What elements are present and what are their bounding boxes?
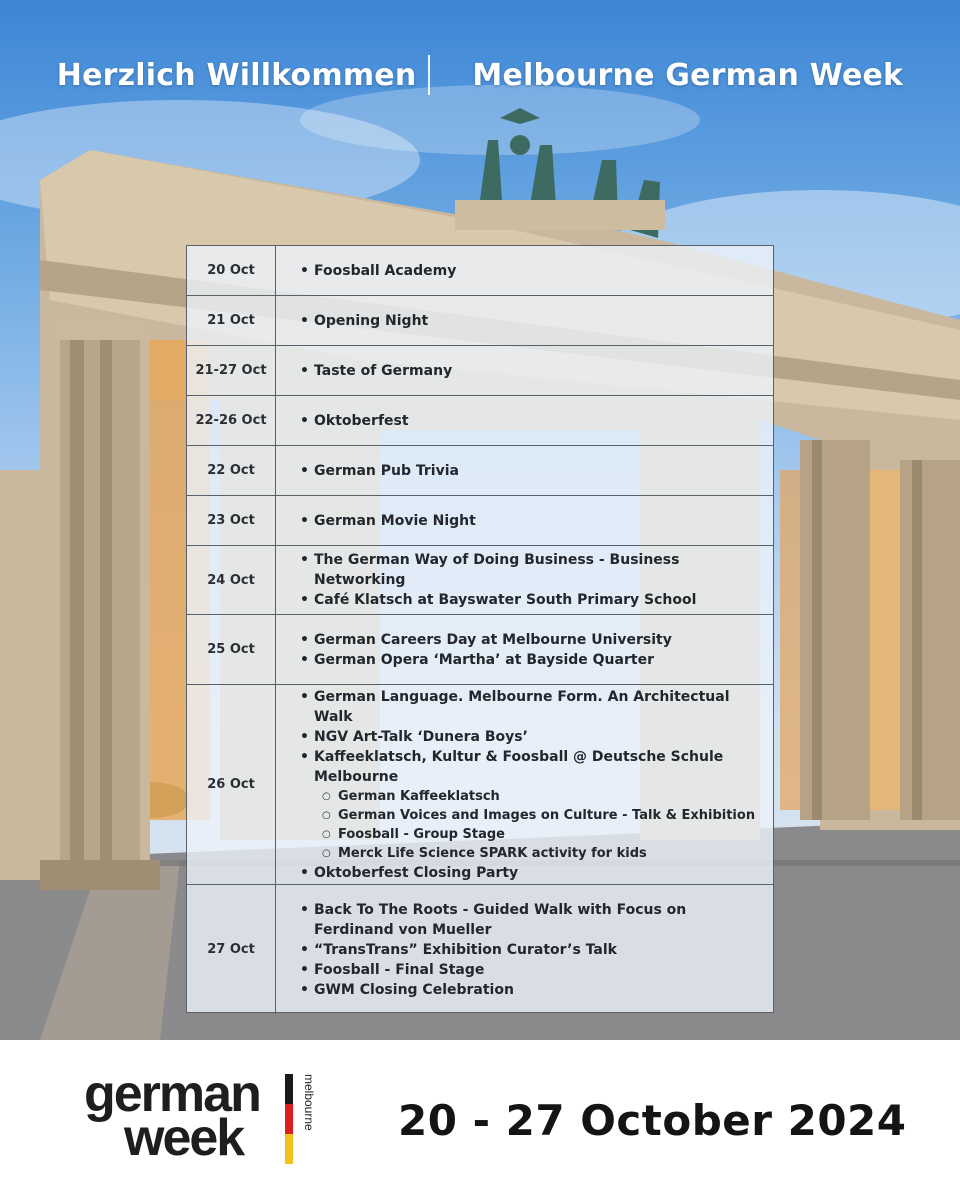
- event-item: • Oktoberfest: [300, 411, 763, 431]
- event-item: • Opening Night: [300, 311, 763, 331]
- schedule-date: 22-26 Oct: [187, 396, 276, 445]
- event-item: • German Pub Trivia: [300, 461, 763, 481]
- event-item: • Café Klatsch at Bayswater South Primary School: [300, 590, 763, 610]
- schedule-events: [276, 685, 773, 884]
- schedule-events: [276, 396, 773, 445]
- schedule-row: [187, 546, 773, 615]
- event-item: • Foosball Academy: [300, 261, 763, 281]
- schedule-row: [187, 296, 773, 346]
- sub-event-item: ○ German Voices and Images on Culture - Talk & Exhibition: [300, 806, 763, 825]
- welcome-text: Herzlich Willkommen: [56, 57, 417, 93]
- schedule-date: 25 Oct: [187, 615, 276, 684]
- schedule-date: 26 Oct: [187, 685, 276, 884]
- event-item: • “TransTrans” Exhibition Curator’s Talk: [300, 940, 763, 960]
- schedule-date: 20 Oct: [187, 246, 276, 295]
- schedule-date: 21-27 Oct: [187, 346, 276, 395]
- schedule-row: [187, 396, 773, 446]
- event-item: • Kaffeeklatsch, Kultur & Foosball @ Deutsche Schule Melbourne: [300, 747, 763, 787]
- event-item: • The German Way of Doing Business - Business Networking: [300, 550, 763, 590]
- sub-event-item: ○ German Kaffeeklatsch: [300, 787, 763, 806]
- event-item: • German Language. Melbourne Form. An Architectual Walk: [300, 687, 763, 727]
- schedule-events: [276, 615, 773, 684]
- german-flag-icon: [285, 1074, 293, 1164]
- schedule-events: [276, 296, 773, 345]
- schedule-date: 21 Oct: [187, 296, 276, 345]
- event-item: • Taste of Germany: [300, 361, 763, 381]
- sub-event-item: ○ Merck Life Science SPARK activity for kids: [300, 844, 763, 863]
- event-item: • GWM Closing Celebration: [300, 980, 763, 1000]
- schedule-row: [187, 496, 773, 546]
- date-range: 20 - 27 October 2024: [398, 1096, 907, 1145]
- logo-german-text: german: [84, 1065, 260, 1123]
- german-week-logo: [84, 1065, 320, 1178]
- schedule-table: [186, 245, 774, 1013]
- schedule-date: 27 Oct: [187, 885, 276, 1014]
- schedule-row: [187, 246, 773, 296]
- event-item: • NGV Art-Talk ‘Dunera Boys’: [300, 727, 763, 747]
- schedule-events: [276, 446, 773, 495]
- event-item: • Oktoberfest Closing Party: [300, 863, 763, 883]
- flag-stripe-red: [285, 1104, 293, 1134]
- schedule-date: 24 Oct: [187, 546, 276, 614]
- footer: [0, 1040, 960, 1200]
- schedule-events: [276, 496, 773, 545]
- event-item: • German Careers Day at Melbourne University: [300, 630, 763, 650]
- event-item: • German Opera ‘Martha’ at Bayside Quarter: [300, 650, 763, 670]
- schedule-events: [276, 546, 773, 614]
- schedule-date: 22 Oct: [187, 446, 276, 495]
- title-divider: [428, 55, 430, 95]
- event-name: Melbourne German Week: [472, 57, 904, 93]
- schedule-row: [187, 885, 773, 1014]
- schedule-events: [276, 885, 773, 1014]
- flag-stripe-black: [285, 1074, 293, 1104]
- event-item: • German Movie Night: [300, 511, 763, 531]
- schedule-row: [187, 615, 773, 685]
- schedule-row: [187, 346, 773, 396]
- logo-city-text: melbourne: [302, 1074, 316, 1131]
- schedule-date: 23 Oct: [187, 496, 276, 545]
- event-item: • Foosball - Final Stage: [300, 960, 763, 980]
- logo-week-text: week: [124, 1109, 244, 1167]
- page-title: [0, 52, 960, 98]
- event-item: • Back To The Roots - Guided Walk with Focus on Ferdinand von Mueller: [300, 900, 763, 940]
- sub-event-item: ○ Foosball - Group Stage: [300, 825, 763, 844]
- schedule-events: [276, 346, 773, 395]
- schedule-events: [276, 246, 773, 295]
- schedule-row: [187, 446, 773, 496]
- schedule-row: [187, 685, 773, 885]
- flag-stripe-gold: [285, 1134, 293, 1164]
